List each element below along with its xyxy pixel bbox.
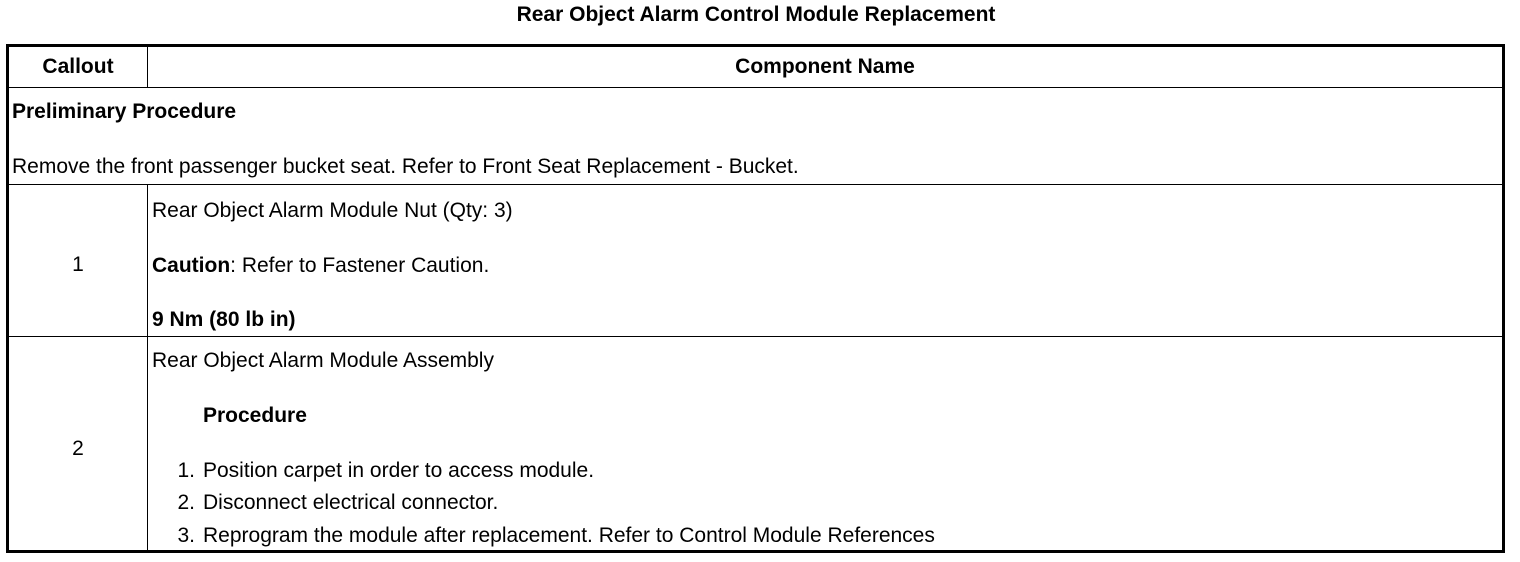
step-number: 3. xyxy=(177,524,195,547)
step-text: Position carpet in order to access module. xyxy=(203,459,595,482)
step-text: Disconnect electrical connector. xyxy=(203,491,499,514)
callout-number-2: 2 xyxy=(72,437,84,460)
torque-spec-1: 9 Nm (80 lb in) xyxy=(152,308,296,331)
caution-line-1 xyxy=(152,254,489,278)
callout-number-1: 1 xyxy=(72,253,84,276)
header-component-name: Component Name xyxy=(735,55,915,78)
procedure-step-2 xyxy=(167,491,498,515)
procedure-step-1 xyxy=(167,459,594,483)
header-divider xyxy=(9,87,1502,88)
caution-label: Caution xyxy=(152,254,231,277)
preliminary-divider xyxy=(9,184,1502,185)
caution-text: : Refer to Fastener Caution. xyxy=(230,254,490,277)
page-title: Rear Object Alarm Control Module Replacement xyxy=(516,3,996,26)
step-number: 1. xyxy=(177,459,195,482)
procedure-table xyxy=(6,44,1505,553)
step-number: 2. xyxy=(177,491,195,514)
procedure-heading: Procedure xyxy=(203,404,307,427)
preliminary-heading: Preliminary Procedure xyxy=(12,100,237,123)
column-divider-body xyxy=(147,185,148,553)
header-callout: Callout xyxy=(42,55,114,78)
component-name-1: Rear Object Alarm Module Nut (Qty: 3) xyxy=(152,199,513,222)
step-text: Reprogram the module after replacement. Refer to Control Module References xyxy=(203,524,935,547)
preliminary-text: Remove the front passenger bucket seat. Refer to Front Seat Replacement - Bucket. xyxy=(12,155,799,178)
procedure-step-3 xyxy=(167,524,935,548)
component-name-2: Rear Object Alarm Module Assembly xyxy=(152,349,494,372)
row-divider-1 xyxy=(9,336,1502,337)
